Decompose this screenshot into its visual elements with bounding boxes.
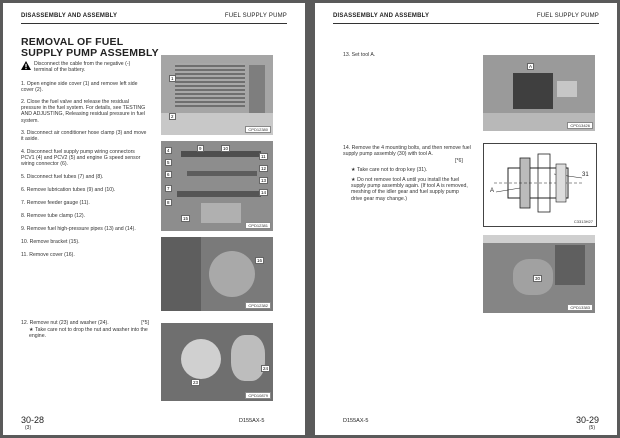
header-topic: FUEL SUPPLY PUMP: [224, 13, 287, 19]
callout: A: [529, 64, 533, 69]
diagram-tool-a: [483, 143, 597, 227]
callout: 13: [261, 178, 267, 183]
warning-icon: [21, 61, 31, 70]
callout: 30: [535, 276, 541, 281]
step-12-note: ★ Take care not to drop the nut and washer into the engine.: [29, 327, 148, 340]
step-3: 3. Disconnect air conditioner hose clamp (3) and move it aside.: [21, 130, 147, 143]
step-13: 13. Set tool A.: [343, 52, 376, 58]
callout: 6: [167, 172, 170, 177]
callout: 23: [193, 380, 199, 385]
callout: 16: [257, 258, 263, 263]
step-1: 1. Open engine side cover (1) and remove left side cover (2).: [21, 81, 138, 94]
header-topic: FUEL SUPPLY PUMP: [536, 13, 599, 19]
step-6: 6. Remove lubrication tubes (9) and (10).: [21, 187, 116, 193]
note-tool: ★ Do not remove tool A until you install the fuel supply pump assembly again. (If tool A is removed, meshing of the idler gear and fuel supply pump drive gear may change.): [351, 177, 468, 202]
callout: 15: [183, 216, 189, 221]
photo-cover: [161, 237, 273, 311]
callout: 4: [167, 148, 170, 153]
step-10: 10. Remove bracket (15).: [21, 239, 80, 245]
step-9: 9. Remove fuel high-pressure pipes (13) and (14).: [21, 226, 136, 232]
callout: 12: [261, 166, 267, 171]
pump-section-diagram: [484, 144, 596, 226]
model-code: D155AX-5: [343, 418, 369, 424]
step-2: 2. Close the fuel valve and release the residual pressure in the fuel system. For details, see TESTING AND ADJUSTING, Releasing residual pressure in fuel system.: [21, 99, 146, 124]
step-12: [21, 320, 149, 326]
photo-caption: CPD12382: [245, 302, 271, 309]
step-8: 8. Remove tube clamp (12).: [21, 213, 86, 219]
page-header: [21, 11, 287, 24]
callout: 1: [171, 76, 174, 81]
step-14-text: 14. Remove the 4 mounting bolts, and then remove fuel supply pump assembly (30) with tool A.: [343, 145, 471, 158]
step-5: 5. Disconnect fuel tubes (7) and (8).: [21, 174, 104, 180]
page-number: 30-29: [575, 415, 599, 425]
header-section: DISASSEMBLY AND ASSEMBLY: [333, 13, 430, 19]
photo-set-tool: [483, 55, 595, 131]
photo-fuel-pump-connectors: [161, 141, 273, 231]
photo-engine-side-cover: [161, 55, 273, 135]
page-header: [333, 11, 599, 24]
step-14-ref: [*6]: [455, 158, 463, 164]
diagram-caption: C3313H27: [573, 219, 593, 224]
page-number: 30-28: [21, 415, 45, 425]
step-11: 11. Remove cover (16).: [21, 252, 75, 258]
step-14: [343, 145, 471, 157]
step-12-text: 12. Remove nut (23) and washer (24).: [21, 320, 109, 326]
photo-caption: CPD13426: [567, 122, 593, 129]
diagram-label: A: [490, 188, 495, 194]
photo-pump-removed: [483, 235, 595, 313]
right-page: [315, 3, 617, 435]
model-code: D155AX-5: [239, 418, 265, 424]
callout: 24: [263, 366, 269, 371]
page-title: REMOVAL OF FUEL SUPPLY PUMP ASSEMBLY: [21, 36, 159, 59]
callout: 10: [223, 146, 229, 151]
callout: 7: [167, 186, 170, 191]
callout: 2: [171, 114, 174, 119]
note-key: ★ Take care not to drop key (31).: [351, 167, 428, 173]
photo-caption: CPD12381: [245, 222, 271, 229]
callout: 5: [167, 160, 170, 165]
page-revision: (3): [25, 425, 32, 431]
callout: 8: [167, 200, 170, 205]
photo-caption: CPD13383: [567, 304, 593, 311]
callout: 9: [199, 146, 202, 151]
step-12-ref: [*5]: [141, 320, 149, 326]
left-page: [3, 3, 305, 435]
diagram-label: 31: [582, 172, 589, 178]
step-4: 4. Disconnect fuel supply pump wiring connectors PCV1 (4) and PCV2 (5) and engine G speed sensor wiring connector (6).: [21, 149, 141, 168]
callout: 14: [261, 190, 267, 195]
photo-caption: CPD12380: [245, 126, 271, 133]
photo-caption: CPD10879: [245, 392, 271, 399]
header-section: DISASSEMBLY AND ASSEMBLY: [21, 13, 118, 19]
page-revision: (5): [588, 425, 595, 431]
photo-nut-washer: [161, 323, 273, 401]
step-7: 7. Remove feeder gauge (11).: [21, 200, 90, 206]
warning-text: Disconnect the cable from the negative (-) terminal of the battery.: [34, 61, 131, 74]
callout: 11: [261, 154, 266, 159]
